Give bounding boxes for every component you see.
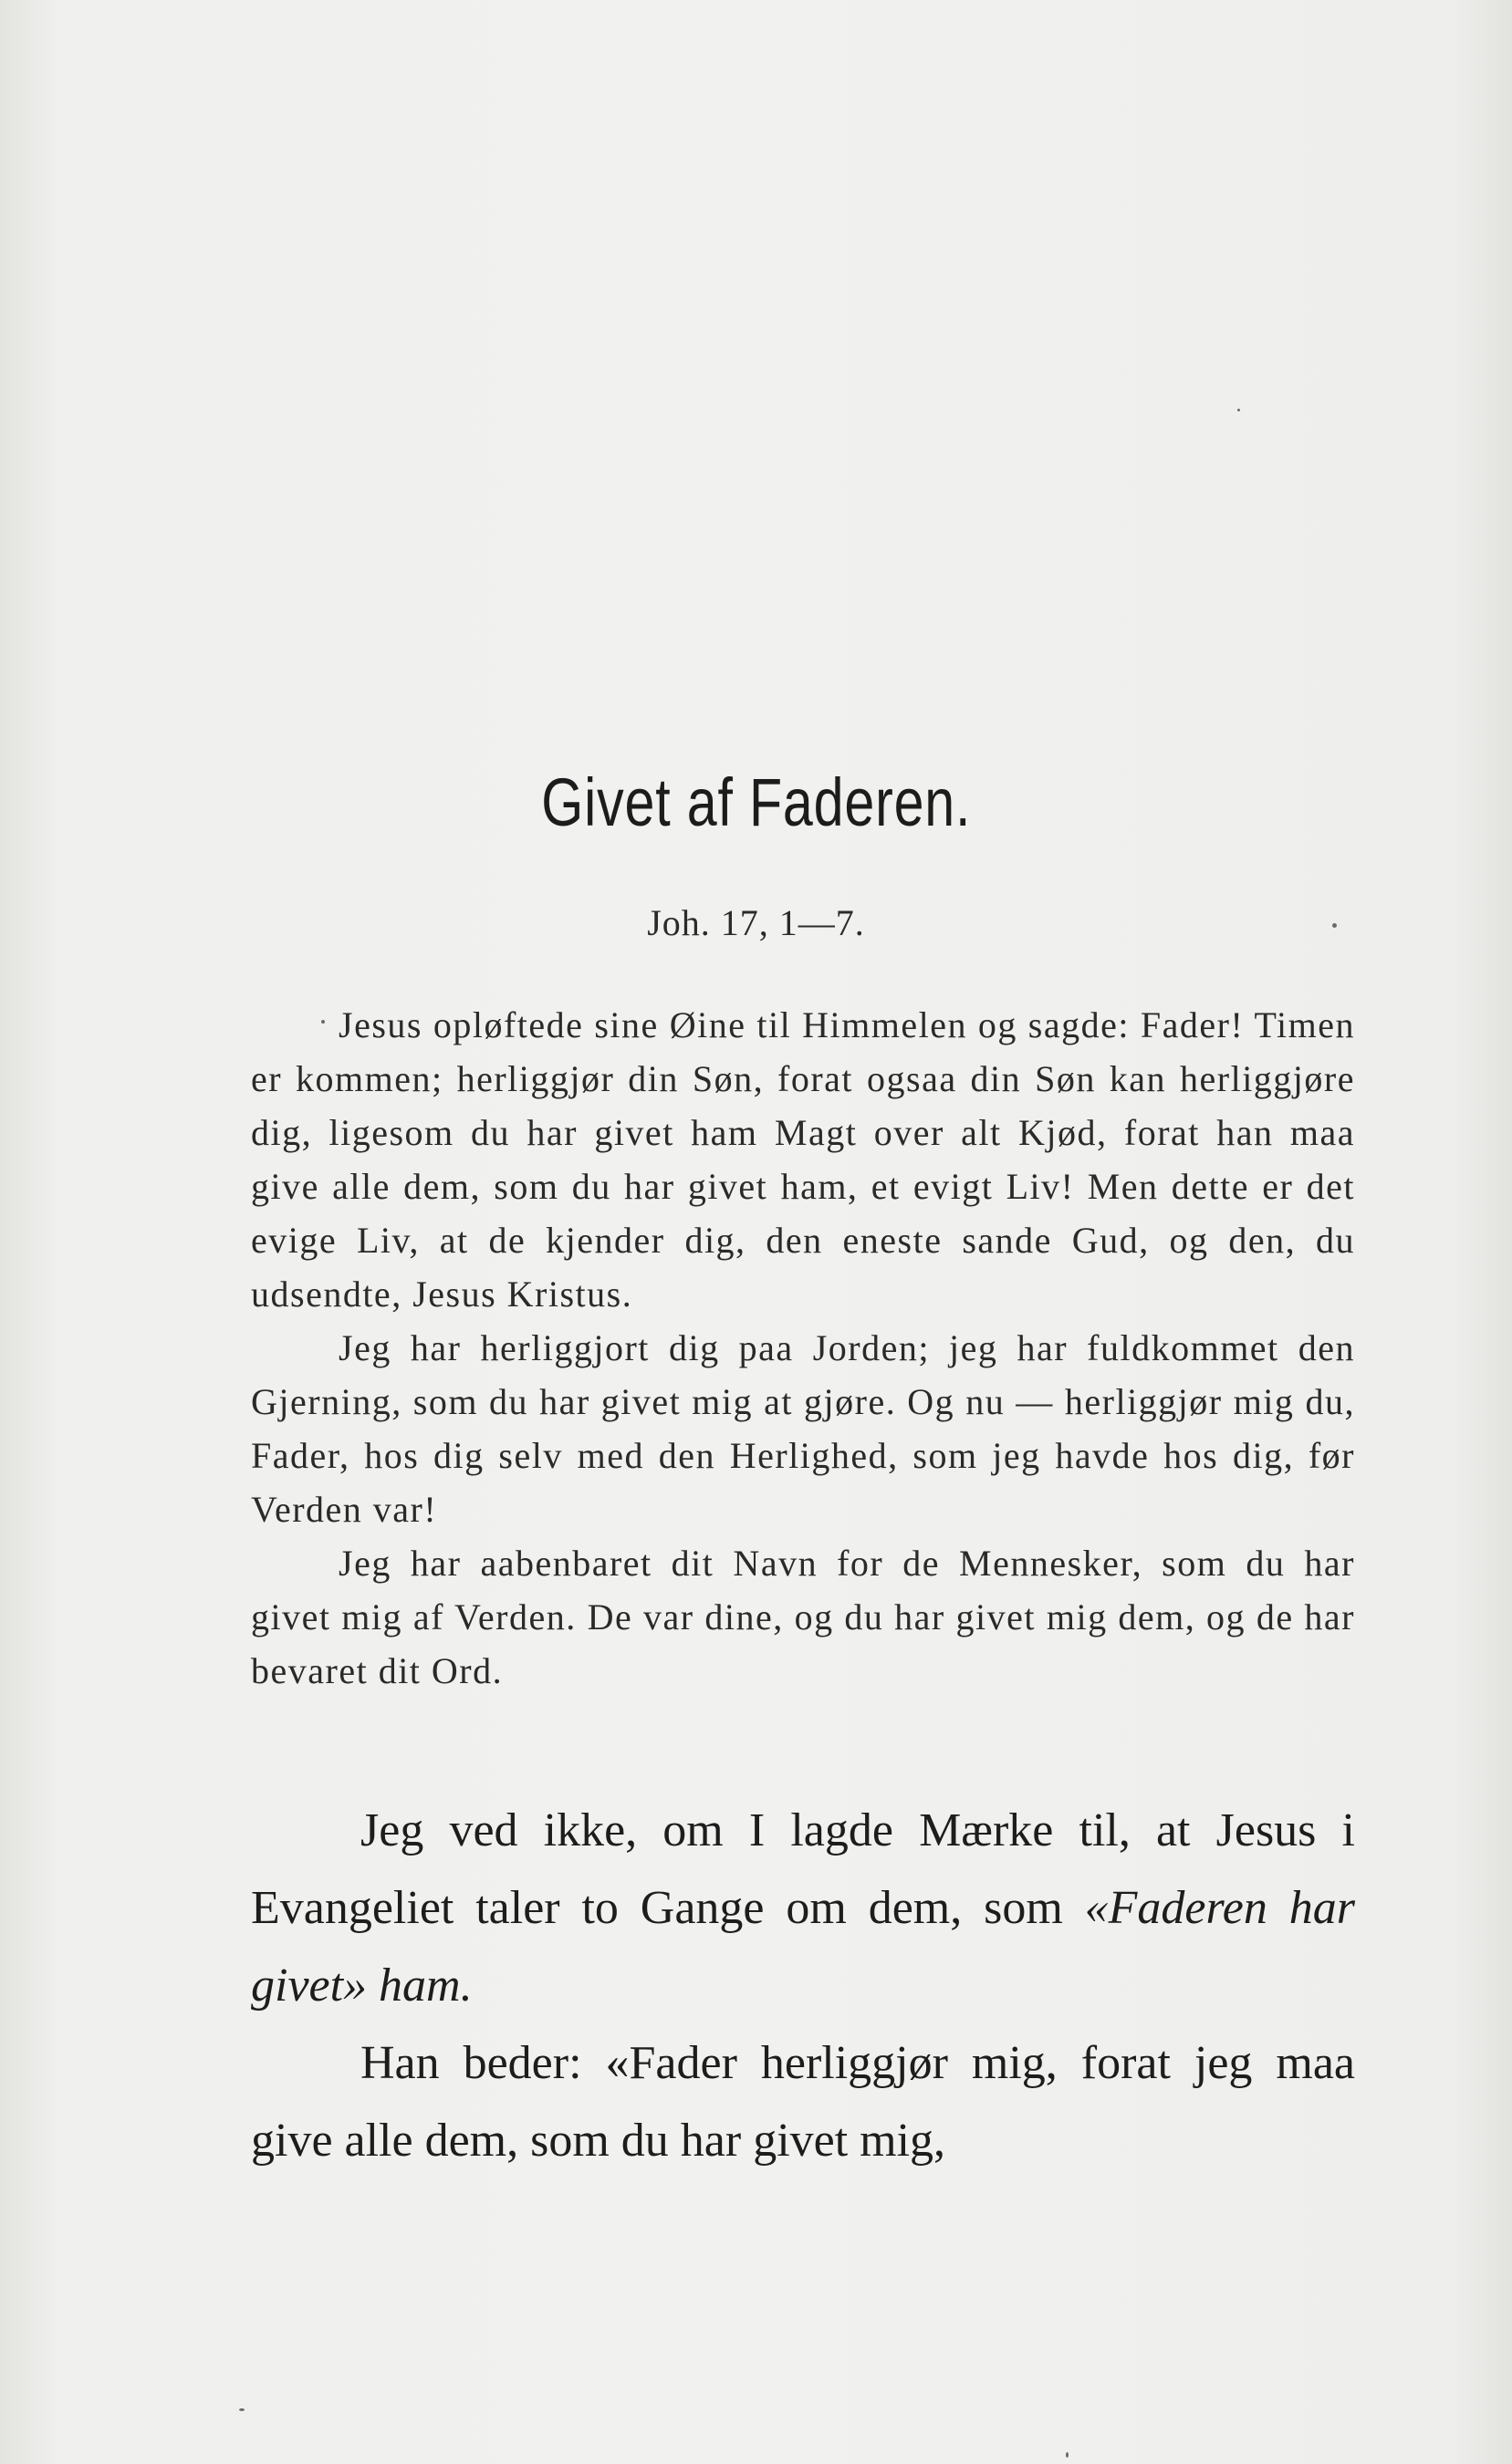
sermon-paragraph bbox=[251, 1792, 1355, 2024]
scripture-paragraph: Jesus opløftede sine Øine til Himmelen og sagde: Fader! Timen er kommen; herliggjør din Søn, forat ogsaa din Søn kan herliggjøre dig, ligesom du har givet ham Magt over alt Kjød, forat han maa give alle dem, som du har givet ham, et evigt Liv! Men dette er det evige Liv, at de kjender dig, den eneste sande Gud, og den, du udsendte, Jesus Kristus. bbox=[251, 1004, 1355, 1315]
print-speck bbox=[239, 2408, 245, 2411]
sermon-text bbox=[251, 1792, 1355, 2179]
print-speck bbox=[1332, 923, 1337, 928]
sermon-paragraph: Han beder: «Fader herliggjør mig, forat jeg maa give alle dem, som du har givet mig, bbox=[251, 2037, 1355, 2167]
sermon-text-run: Jeg ved ikke, om I lagde Mærke til, at Jesus i Evangeliet taler to Gange om dem, som bbox=[251, 1804, 1355, 1934]
scripture-paragraph: Jeg har herliggjort dig paa Jorden; jeg har fuldkommet den Gjerning, som du har givet mig at gjøre. Og nu — herliggjør mig du, Fader, hos dig selv med den Herlighed, som jeg havde hos dig, før Verden var! bbox=[251, 1327, 1355, 1530]
scripture-reference: Joh. 17, 1—7. bbox=[647, 902, 865, 943]
page-title: Givet af Faderen. bbox=[541, 764, 972, 840]
quoted-phrase: «Faderen har givet» ham. bbox=[251, 1882, 1355, 2012]
print-speck bbox=[1237, 409, 1240, 411]
scripture-passage bbox=[251, 998, 1355, 1698]
print-speck bbox=[321, 1020, 325, 1024]
print-speck bbox=[1066, 2452, 1069, 2458]
scripture-paragraph: Jeg har aabenbaret dit Navn for de Mennesker, som du har givet mig af Verden. De var dine, og du har givet mig dem, og de har bevaret dit Ord. bbox=[251, 1543, 1355, 1691]
